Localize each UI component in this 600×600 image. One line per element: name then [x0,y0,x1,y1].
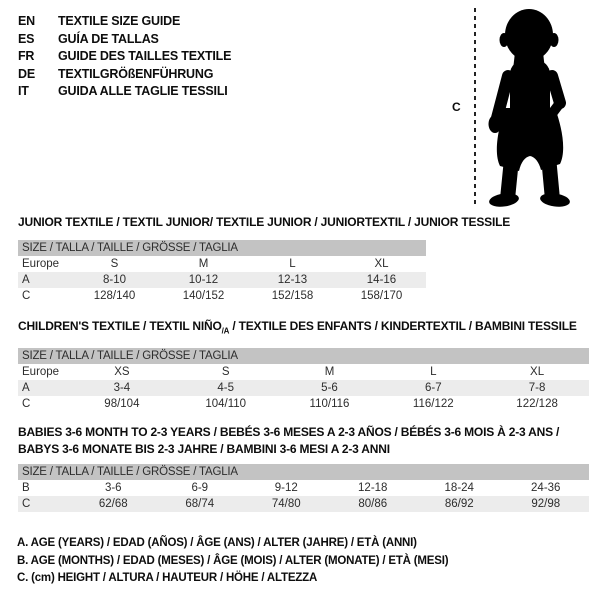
guide-title-es: GUÍA DE TALLAS [58,31,159,46]
language-code: ES [18,31,35,46]
row-label: A [22,274,30,286]
language-row-it [18,83,231,101]
table-row-age [18,272,426,288]
row-label: C [22,398,31,410]
cell: M [198,258,209,270]
row-label: Europe [22,366,60,378]
children-section-title [18,319,577,335]
table-row-height [18,288,426,304]
row-label: Europe [22,258,60,270]
row-label: C [22,498,31,510]
height-measure-label: C [452,100,461,114]
guide-title-it: GUIDA ALLE TAGLIE TESSILI [58,84,228,98]
cell: 68/74 [185,498,215,510]
language-code: IT [18,84,29,98]
cell: 116/122 [412,398,454,410]
table-row-months [18,480,589,496]
babies-title-line1: BABIES 3-6 MONTH TO 2-3 YEARS / BEBÉS 3-6 MESES A 2-3 AÑOS / BÉBÉS 3-6 MOIS À 2-3 ANS / [18,425,560,439]
footnote-age-years: A. AGE (YEARS) / EDAD (AÑOS) / ÂGE (ANS) / ALTER (JAHRE) / ETÀ (ANNI) [17,537,417,549]
language-code: DE [18,66,35,81]
junior-size-table [18,240,426,304]
cell: 24-36 [531,482,561,494]
size-header-bar: SIZE / TALLA / TAILLE / GRÖSSE / TAGLIA [18,240,426,256]
cell: XL [374,258,389,270]
cell: 86/92 [444,498,474,510]
footnote-age-months: B. AGE (MONTHS) / EDAD (MESES) / ÂGE (MOIS) / ALTER (MONATE) / ETÀ (MESI) [17,554,449,567]
children-title-pre: CHILDREN'S TEXTILE / TEXTIL NIÑO [18,319,222,333]
language-row-fr [18,48,231,66]
language-row-de [18,66,231,84]
cell: 9-12 [274,482,298,494]
cell: 3-4 [113,382,131,394]
cell: S [221,366,230,378]
guide-title-en: TEXTILE SIZE GUIDE [58,14,181,28]
cell: 12-13 [277,274,308,286]
cell: 110/116 [309,398,350,410]
cell: XL [530,366,545,378]
cell: 6-9 [191,482,209,494]
cell: 8-10 [102,274,127,286]
footnote-height-cm: C. (cm) HEIGHT / ALTURA / HAUTEUR / HÖHE / ALTEZZA [17,572,318,584]
cell: 7-8 [528,382,546,394]
cell: 80/86 [358,498,388,510]
cell: 4-5 [217,382,234,394]
row-label: C [22,290,31,302]
table-row-europe [18,256,426,272]
cell: L [430,366,437,378]
babies-title-line2: BABYS 3-6 MONATE BIS 2-3 JAHRE / BAMBINI 3-6 MESI A 2-3 ANNI [18,442,390,456]
baby-silhouette [483,8,578,208]
cell: M [324,366,335,378]
guide-title-de: TEXTILGRÖßENFÜHRUNG [58,66,214,81]
babies-size-table [18,464,589,512]
table-row-europe [18,364,589,380]
cell: 104/110 [205,398,247,410]
table-row-age [18,380,589,396]
cell: L [289,258,296,270]
cell: 12-18 [358,482,388,494]
table-row-height [18,496,589,512]
language-code: EN [18,14,35,28]
table-row-height [18,396,589,412]
language-header [18,13,231,101]
cell: XS [114,366,130,378]
babies-section-title [18,424,559,458]
footnotes [17,535,448,588]
size-header-bar: SIZE / TALLA / TAILLE / GRÖSSE / TAGLIA [18,348,589,364]
guide-title-fr: GUIDE DES TAILLES TEXTILE [58,49,232,63]
children-title-sub: /A [221,326,230,336]
cell: 74/80 [271,498,301,510]
cell: 6-7 [424,382,442,394]
cell: 14-16 [366,274,397,286]
cell: 10-12 [188,274,219,286]
cell: 140/152 [182,290,225,302]
junior-section-title: JUNIOR TEXTILE / TEXTIL JUNIOR/ TEXTILE JUNIOR / JUNIORTEXTIL / JUNIOR TESSILE [18,215,511,229]
size-header-bar: SIZE / TALLA / TAILLE / GRÖSSE / TAGLIA [18,464,589,480]
cell: 92/98 [531,498,561,510]
row-label: A [22,382,30,394]
cell: 3-6 [104,482,122,494]
height-measure-line [474,8,476,206]
cell: 158/170 [360,290,403,302]
cell: 152/158 [271,290,314,302]
language-row-en [18,13,231,31]
children-title-post: / TEXTILE DES ENFANTS / KINDERTEXTIL / BAMBINI TESSILE [229,319,577,333]
language-row-es [18,31,231,49]
cell: 5-6 [321,382,338,394]
language-code: FR [18,49,35,63]
cell: 98/104 [104,398,140,410]
cell: 128/140 [93,290,136,302]
row-label: B [22,482,30,494]
cell: 122/128 [516,398,558,410]
cell: 62/68 [98,498,128,510]
children-size-table [18,348,589,412]
cell: S [110,258,119,270]
cell: 18-24 [444,482,474,494]
